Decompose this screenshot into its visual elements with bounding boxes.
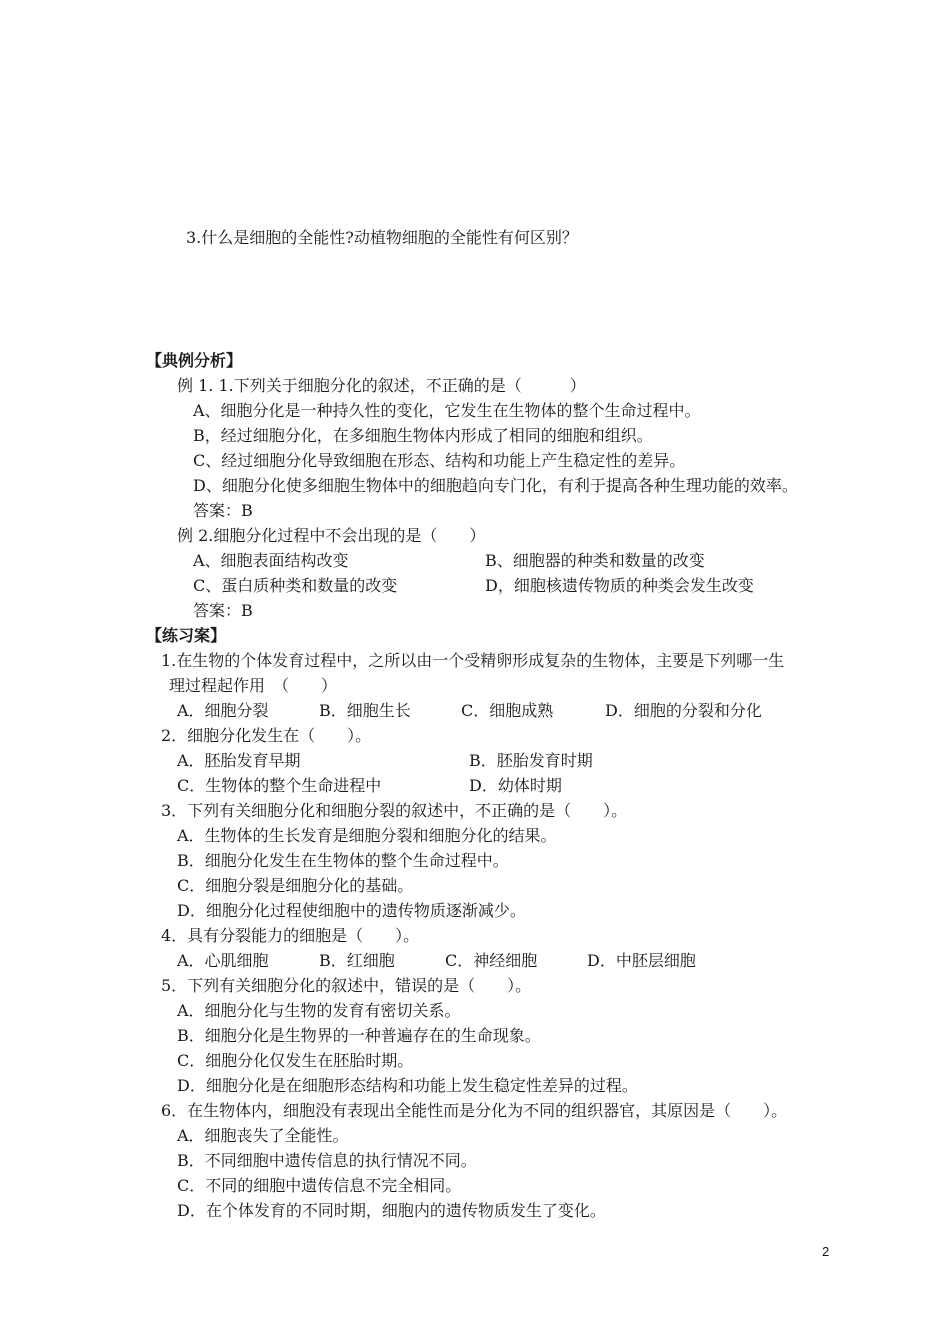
example-2-option-d: D，细胞核遗传物质的种类会发生改变 [485, 576, 754, 595]
example-2-option-b: B、细胞器的种类和数量的改变 [485, 551, 705, 570]
practice-q2-stem: 2．细胞分化发生在（ ）。 [161, 726, 372, 745]
practice-q5-stem: 5．下列有关细胞分化的叙述中，错误的是（ ）。 [161, 976, 532, 995]
practice-q4-option-a: A．心肌细胞 [177, 951, 269, 970]
practice-q6-option-d: D．在个体发育的不同时期，细胞内的遗传物质发生了变化。 [177, 1201, 606, 1220]
practice-q4-option-d: D．中胚层细胞 [587, 951, 696, 970]
practice-q2-option-d: D．幼体时期 [469, 776, 562, 795]
example-1-stem: 例 1. 1.下列关于细胞分化的叙述，不正确的是（ ） [177, 376, 586, 395]
practice-q1-option-b: B．细胞生长 [319, 701, 411, 720]
practice-q5-option-c: C．细胞分化仅发生在胚胎时期。 [177, 1051, 414, 1070]
example-1-option-b: B，经过细胞分化，在多细胞生物体内形成了相同的细胞和组织。 [193, 426, 653, 445]
example-2-option-c: C、蛋白质种类和数量的改变 [193, 576, 398, 595]
practice-q3-stem: 3．下列有关细胞分化和细胞分裂的叙述中，不正确的是（ ）。 [161, 801, 628, 820]
example-2-option-a: A、细胞表面结构改变 [193, 551, 349, 570]
practice-q6-option-c: C．不同的细胞中遗传信息不完全相同。 [177, 1176, 462, 1195]
example-1-option-a: A、细胞分化是一种持久性的变化，它发生在生物体的整个生命过程中。 [193, 401, 701, 420]
example-1-option-c: C、经过细胞分化导致细胞在形态、结构和功能上产生稳定性的差异。 [193, 451, 686, 470]
practice-q1-option-c: C．细胞成熟 [461, 701, 554, 720]
practice-q1-line2: 理过程起作用 （ ） [169, 676, 338, 695]
practice-q3-option-d: D．细胞分化过程使细胞中的遗传物质逐渐减少。 [177, 901, 526, 920]
practice-q1-option-d: D．细胞的分裂和分化 [605, 701, 762, 720]
page-number: 2 [822, 1244, 830, 1259]
practice-q5-option-a: A．细胞分化与生物的发育有密切关系。 [177, 1001, 461, 1020]
practice-q5-option-d: D．细胞分化是在细胞形态结构和功能上发生稳定性差异的过程。 [177, 1076, 638, 1095]
practice-section-heading: 【练习案】 [146, 626, 227, 645]
practice-q6-option-b: B．不同细胞中遗传信息的执行情况不同。 [177, 1151, 477, 1170]
practice-q6-option-a: A．细胞丧失了全能性。 [177, 1126, 349, 1145]
practice-q2-option-b: B．胚胎发育时期 [469, 751, 593, 770]
practice-q5-option-b: B．细胞分化是生物界的一种普遍存在的生命现象。 [177, 1026, 541, 1045]
practice-q3-option-c: C．细胞分裂是细胞分化的基础。 [177, 876, 414, 895]
practice-q2-option-c: C．生物体的整个生命进程中 [177, 776, 382, 795]
example-2-stem: 例 2.细胞分化过程中不会出现的是（ ） [177, 526, 486, 545]
example-2-answer: 答案：B [193, 601, 253, 620]
question-3: 3.什么是细胞的全能性?动植物细胞的全能性有何区别？ [186, 228, 578, 247]
practice-q4-option-c: C．神经细胞 [445, 951, 538, 970]
example-1-option-d: D、细胞分化使多细胞生物体中的细胞趋向专门化，有利于提高各种生理功能的效率。 [193, 476, 798, 495]
practice-q3-option-b: B．细胞分化发生在生物体的整个生命过程中。 [177, 851, 509, 870]
practice-q4-stem: 4．具有分裂能力的细胞是（ ）。 [161, 926, 420, 945]
example-1-answer: 答案：B [193, 501, 253, 520]
practice-q6-stem: 6．在生物体内，细胞没有表现出全能性而是分化为不同的组织器官，其原因是（ ）。 [161, 1101, 788, 1120]
practice-q1-option-a: A．细胞分裂 [177, 701, 269, 720]
practice-q2-option-a: A．胚胎发育早期 [177, 751, 301, 770]
example-section-heading: 【典例分析】 [146, 351, 243, 370]
practice-q3-option-a: A．生物体的生长发育是细胞分裂和细胞分化的结果。 [177, 826, 557, 845]
practice-q4-option-b: B．红细胞 [319, 951, 395, 970]
practice-q1-line1: 1.在生物的个体发育过程中，之所以由一个受精卵形成复杂的生物体，主要是下列哪一生 [161, 651, 785, 670]
